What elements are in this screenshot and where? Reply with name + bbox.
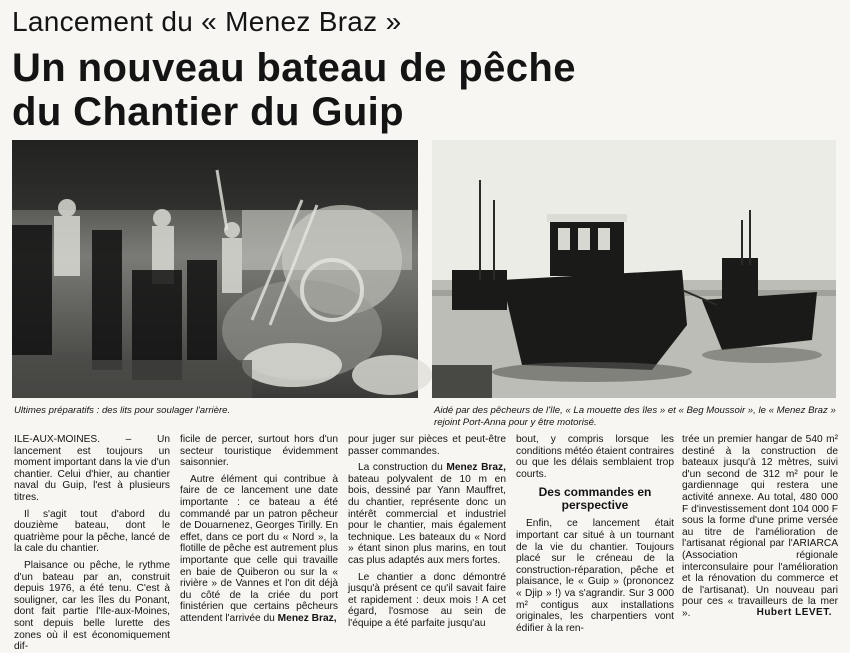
col3-boat-name: Menez Braz, [446, 462, 506, 474]
article-headline [12, 46, 576, 134]
col2-paragraph-2 [180, 474, 338, 625]
headline-line-1: Un nouveau bateau de pêche [12, 46, 576, 90]
col4-paragraph-1: Enfin, ce lancement était important car situé à un tournant de la vie du chantier. Toujours placé sur le créneau de la construction-réparation, pêche et plaisance, le « Guip » (prononcez « Djip » !) va s'agrandir. Sur 3 000 m² contigus aux installations originales, les charpentiers vont édifier à la ren- [516, 518, 674, 634]
col4-subheading: Des commandes en perspective [538, 485, 652, 513]
col2-paragraph-2-text: Autre élément qui contribue à faire de ce lancement une date importante : ce bateau a été commandé par un patron pêcheur de Douarnenez, Georges Tirilly. En effet, dans ce port du « Nord », la flotille de pêche est autrement plus importante que celle qui travaille en baie de Quiberon ou sur la « rivière » de Vannes et l'on dit déjà du côté de la criée du port finistérien que certains pêcheurs attendent l'arrivée du [180, 473, 338, 624]
photo-shipyard-image [12, 140, 418, 398]
col2-paragraph-1: ficile de percer, surtout hors d'un secteur touristique évidemment saisonnier. [180, 434, 338, 469]
body-column-2 [180, 434, 338, 624]
article-kicker: Lancement du « Menez Braz » [12, 6, 402, 37]
col3-p1-post: bateau polyvalent de 10 m en bois, dessiné par Yann Mauffret, du chantier, représente donc un intérêt commercial et industriel pour le chantier, mais également technique. Les bateaux du « Nord » étant sinon plus marins, en tout cas plus adaptés aux mers fortes. [348, 473, 506, 566]
body-column-1 [14, 434, 170, 653]
col3-p1-pre: La construction du [358, 462, 443, 474]
body-column-4 [516, 434, 674, 634]
body-column-3 [348, 434, 506, 629]
col5-paragraph-0: trée un premier hangar de 540 m² destiné à la construction de bateaux jusqu'à 12 mètres, suivi d'un second de 312 m² pour le gardiennage qui restera une activité annexe. Au total, 480 000 F d'investissement dont 104 000 F sous la forme d'une prime versée au titre de l'amélioration de l'artisanat régional par l'ARIARCA (Association régionale interconsulaire pour l'amélioration et la rénovation du commerce et de l'artisanat). Un nouveau pari pour ces « travailleurs de la mer ». [682, 434, 838, 619]
photo-shipyard [12, 140, 418, 398]
col2-boat-name: Menez Braz, [277, 612, 337, 624]
col4-paragraph-0: bout, y compris lorsque les conditions météo étaient contraires ou que les délais semblaient trop courts. [516, 434, 674, 480]
col1-paragraph-1: ILE-AUX-MOINES. – Un lancement est toujours un moment important dans la vie d'un chantier. Celui d'hier, au chantier naval du Guip, l'est à plusieurs titres. [14, 434, 170, 503]
photo-shipyard-caption: Ultimes préparatifs : des lits pour soulager l'arrière. [14, 405, 231, 416]
col3-paragraph-1 [348, 462, 506, 566]
col3-paragraph-0: pour juger sur pièces et peut-être passer commandes. [348, 434, 506, 457]
photo-boat [432, 140, 836, 398]
headline-line-2: du Chantier du Guip [12, 90, 405, 134]
col1-paragraph-3: Plaisance ou pêche, le rythme d'un bateau par an, construit depuis 1976, a été tenu. C'est à souligner, car les îles du Ponant, dont fait partie l'Ile-aux-Moines, sont depuis belle lurette des zones où il est économiquement dif- [14, 559, 170, 653]
byline: Hubert LEVET. [756, 607, 832, 618]
photo-boat-caption: Aidé par des pêcheurs de l'île, « La mouette des îles » et « Beg Moussoir », le « Menez Braz » rejoint Port-Anna pour y être motorisé. [434, 405, 836, 428]
col1-paragraph-2: Il s'agit tout d'abord du douzième bateau, dont le quatrième pour la pêche, lancé de la cale du chantier. [14, 508, 170, 555]
col3-paragraph-2: Le chantier a donc démontré jusqu'à présent ce qu'il savait faire et rapidement : deux mois ! A cet égard, l'osmose au sein de l'équipe a été parfaite jusqu'au [348, 571, 506, 629]
photo-boat-image [432, 140, 836, 398]
